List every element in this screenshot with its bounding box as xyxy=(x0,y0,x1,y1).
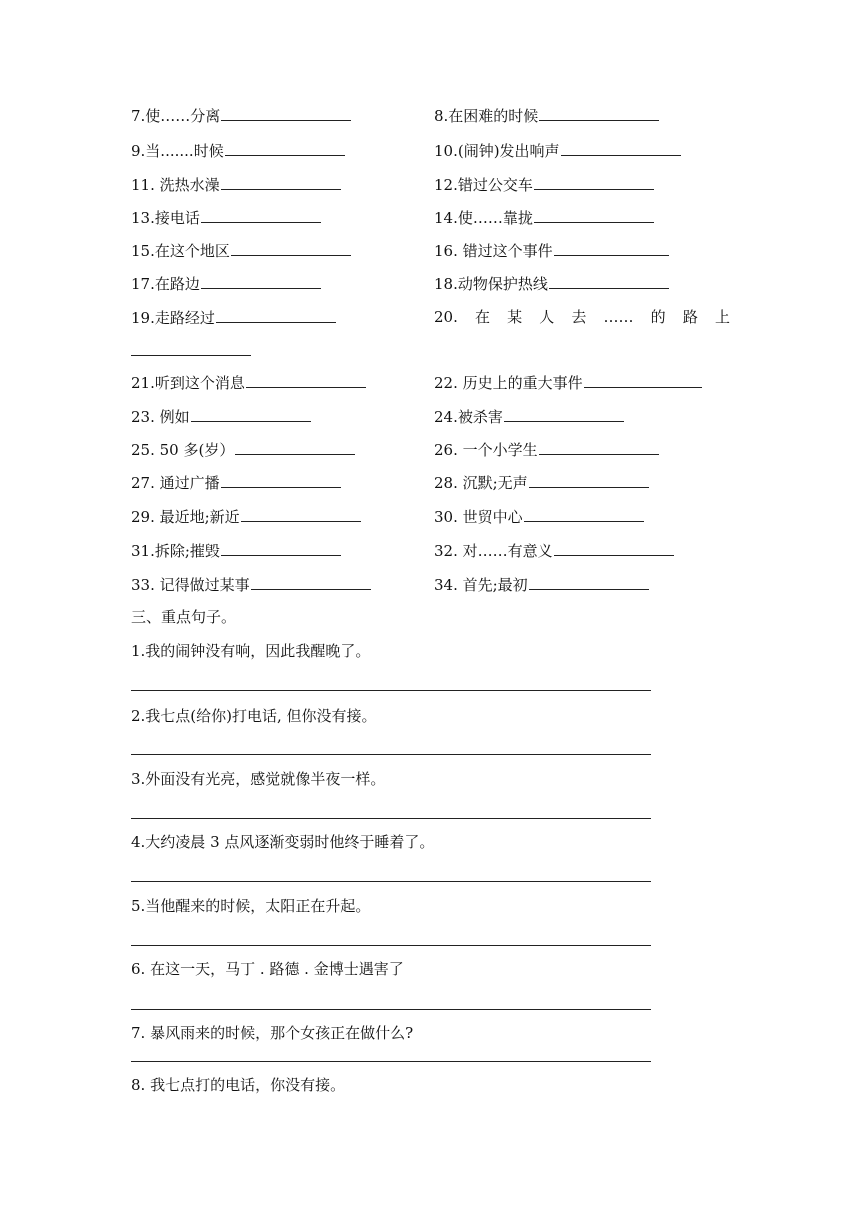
phrase-item xyxy=(131,105,351,126)
phrase-label: 23. 例如 xyxy=(131,408,190,426)
section-heading: 三、重点句子。 xyxy=(131,608,237,626)
answer-blank[interactable] xyxy=(246,372,366,388)
translation-answer-line[interactable] xyxy=(131,690,651,691)
phrase-item xyxy=(434,273,669,294)
answer-blank[interactable] xyxy=(554,240,669,256)
phrase-item xyxy=(434,372,702,393)
answer-blank[interactable] xyxy=(225,140,345,156)
phrase-label: 11. 洗热水澡 xyxy=(131,176,220,194)
answer-blank[interactable] xyxy=(584,372,702,388)
answer-blank[interactable] xyxy=(554,540,674,556)
phrase-label: 26. 一个小学生 xyxy=(434,441,538,459)
answer-blank[interactable] xyxy=(534,207,654,223)
phrase-label: 28. 沉默;无声 xyxy=(434,474,528,492)
sentence-prompt: 7. 暴风雨来的时候，那个女孩正在做什么? xyxy=(131,1024,414,1042)
answer-blank[interactable] xyxy=(221,472,341,488)
translation-answer-line[interactable] xyxy=(131,754,651,755)
phrase-label: 21.听到这个消息 xyxy=(131,374,245,392)
phrase-item xyxy=(131,240,351,261)
answer-blank[interactable] xyxy=(251,574,371,590)
phrase-item xyxy=(434,406,624,427)
phrase-label: 13.接电话 xyxy=(131,209,200,227)
phrase-item xyxy=(131,307,336,328)
phrase-label: 19.走路经过 xyxy=(131,309,215,327)
phrase-item xyxy=(131,574,371,595)
phrase-token: 20. xyxy=(434,308,458,326)
sentence-prompt: 6. 在这一天，马丁 . 路德 . 金博士遇害了 xyxy=(131,960,404,978)
phrase-item xyxy=(434,439,659,460)
phrase-label: 33. 记得做过某事 xyxy=(131,576,250,594)
answer-blank[interactable] xyxy=(539,439,659,455)
answer-blank[interactable] xyxy=(504,406,624,422)
phrase-label: 32. 对……有意义 xyxy=(434,542,553,560)
answer-blank[interactable] xyxy=(216,307,336,323)
translation-answer-line[interactable] xyxy=(131,1061,651,1062)
sentence-prompt: 2.我七点(给你)打电话, 但你没有接。 xyxy=(131,707,377,725)
answer-blank[interactable] xyxy=(539,105,659,121)
phrase-item xyxy=(131,472,341,493)
sentence-prompt: 1.我的闹钟没有响，因此我醒晚了。 xyxy=(131,642,371,660)
phrase-item xyxy=(131,140,345,161)
phrase-label: 15.在这个地区 xyxy=(131,242,230,260)
answer-blank[interactable] xyxy=(221,105,351,121)
answer-blank[interactable] xyxy=(549,273,669,289)
phrase-item xyxy=(131,273,321,294)
phrase-token: 的 xyxy=(650,308,666,326)
phrase-item xyxy=(434,472,649,493)
phrase-label: 34. 首先;最初 xyxy=(434,576,528,594)
phrase-label: 18.动物保护热线 xyxy=(434,275,548,293)
phrase-label: 22. 历史上的重大事件 xyxy=(434,374,583,392)
phrase-label: 30. 世贸中心 xyxy=(434,508,523,526)
phrase-label: 25. 50 多(岁） xyxy=(131,441,235,459)
phrase-item xyxy=(434,574,649,595)
phrase-label: 24.被杀害 xyxy=(434,408,503,426)
phrase-item xyxy=(434,240,669,261)
phrase-item xyxy=(434,105,659,126)
phrase-token: 人 xyxy=(539,308,555,326)
answer-blank[interactable] xyxy=(191,406,311,422)
answer-blank[interactable] xyxy=(524,506,644,522)
answer-blank[interactable] xyxy=(235,439,355,455)
answer-blank[interactable] xyxy=(201,273,321,289)
sentence-prompt: 8. 我七点打的电话，你没有接。 xyxy=(131,1076,346,1094)
sentence-prompt: 3.外面没有光亮，感觉就像半夜一样。 xyxy=(131,770,386,788)
answer-blank[interactable] xyxy=(529,472,649,488)
sentence-prompt: 5.当他醒来的时候，太阳正在升起。 xyxy=(131,897,371,915)
phrase-label: 27. 通过广播 xyxy=(131,474,220,492)
phrase-label: 9.当.......时候 xyxy=(131,142,224,160)
phrase-item-20 xyxy=(434,307,730,327)
phrase-item xyxy=(131,207,321,228)
answer-blank[interactable] xyxy=(221,174,341,190)
phrase-item xyxy=(131,174,341,195)
answer-blank[interactable] xyxy=(131,340,251,356)
answer-blank[interactable] xyxy=(534,174,654,190)
phrase-label: 16. 错过这个事件 xyxy=(434,242,553,260)
phrase-item xyxy=(131,406,311,427)
phrase-label: 10.(闹钟)发出响声 xyxy=(434,142,560,160)
phrase-label: 8.在困难的时候 xyxy=(434,107,539,125)
translation-answer-line[interactable] xyxy=(131,881,651,882)
phrase-token: 上 xyxy=(714,308,730,326)
answer-blank[interactable] xyxy=(201,207,321,223)
phrase-token: 某 xyxy=(507,308,523,326)
translation-answer-line[interactable] xyxy=(131,945,651,946)
translation-answer-line[interactable] xyxy=(131,1009,651,1010)
phrase-label: 7.使……分离 xyxy=(131,107,221,125)
phrase-token: 去 xyxy=(571,308,587,326)
phrase-item xyxy=(131,506,361,527)
phrase-item xyxy=(131,439,355,460)
phrase-token: 在 xyxy=(474,308,490,326)
answer-blank[interactable] xyxy=(221,540,341,556)
answer-blank[interactable] xyxy=(231,240,351,256)
phrase-item xyxy=(131,372,366,393)
phrase-label: 17.在路边 xyxy=(131,275,200,293)
answer-blank[interactable] xyxy=(529,574,649,590)
phrase-label: 31.拆除;摧毁 xyxy=(131,542,220,560)
phrase-item xyxy=(131,540,341,561)
sentence-prompt: 4.大约凌晨 3 点风逐渐变弱时他终于睡着了。 xyxy=(131,833,435,851)
phrase-token: 路 xyxy=(682,308,698,326)
phrase-item xyxy=(434,174,654,195)
translation-answer-line[interactable] xyxy=(131,818,651,819)
phrase-item xyxy=(434,207,654,228)
phrase-label: 12.错过公交车 xyxy=(434,176,533,194)
phrase-20-answer xyxy=(131,340,251,361)
answer-blank[interactable] xyxy=(561,140,681,156)
phrase-item xyxy=(434,140,681,161)
phrase-label: 29. 最近地;新近 xyxy=(131,508,240,526)
phrase-item xyxy=(434,540,674,561)
phrase-label: 14.使……靠拢 xyxy=(434,209,533,227)
phrase-token: …… xyxy=(603,308,634,326)
answer-blank[interactable] xyxy=(241,506,361,522)
phrase-item xyxy=(434,506,644,527)
